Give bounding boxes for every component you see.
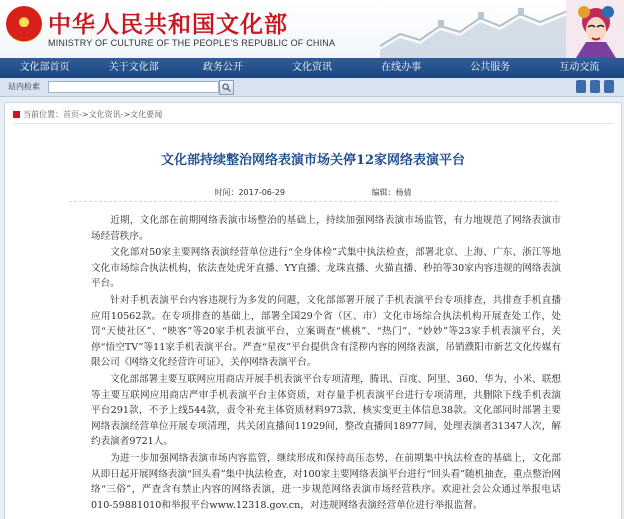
article-paragraph: 文化部部署主要互联网应用商店开展手机表演平台专项清理，腾讯、百度、阿里、360、华为、小米、联想等主要互联网应用商店严审手机表演平台主体资质，对存量手机表演平台进行专项清理，共删除下线手机表演平台291款，不予上线544款，责令补充主体资质材料973款，核实变更主体信息38款。文化部同时部署主要网络表演经营单位开展专项清理，共关闭直播间11929间，整改直播间18977间，处理表演者31347人次，解约表演者9721人。: [91, 373, 561, 448]
nav-item-government-affairs[interactable]: 政务公开: [202, 62, 243, 73]
search-bar: [0, 78, 624, 97]
nav-item-interaction[interactable]: 互动交流: [559, 62, 600, 73]
national-emblem-icon[interactable]: ★: [6, 6, 42, 42]
quick-links: [576, 80, 614, 93]
article-paragraph: 针对手机表演平台内容违规行为多发的问题，文化部部署开展了手机表演平台专项排查，共排查手机直播应用10562款。在专项排查的基础上，部署全国29个省（区、市）文化市场综合执法机构开展查处工作，处罚“天使社区”、“映客”等20家手机表演平台，立案调查“桃桃”、“热门”、“妙妙”等23家手机表演平台，关停“悟空TV”等11家手机表演平台。严查“星夜”平台提供含有淫秽内容的网络表演，吊销濮阳市新艺文化传媒有限公司《网络文化经营许可证》，关停网络表演平台。: [91, 294, 561, 369]
breadcrumb-text[interactable]: 当前位置：首页->文化资讯->文化要闻: [23, 110, 163, 119]
article-paragraph: 近期，文化部在前期网络表演市场整治的基础上，持续加强网络表演市场监管，有力地规范了网络表演市场经营秩序。: [91, 215, 561, 242]
article-body: [91, 213, 561, 514]
nav-item-about[interactable]: 关于文化部: [108, 62, 159, 73]
search-input[interactable]: [48, 81, 219, 93]
quick-link-2[interactable]: [590, 80, 600, 93]
article-meta: [5, 187, 621, 198]
nav-item-public-services[interactable]: 公共服务: [470, 62, 511, 73]
publish-time: 时间：2017-06-29: [214, 188, 285, 197]
meta-divider: [69, 201, 557, 202]
opera-mask-icon: [566, 0, 624, 58]
article-paragraph: 文化部对50家主要网络表演经营单位进行“全身体检”式集中执法检查，部署北京、上海、广东、浙江等地文化市场综合执法机构，依法查处虎牙直播、YY直播、龙珠直播、火猫直播、秒拍等30家内容违规的网络表演平台。: [91, 247, 561, 290]
search-icon: [222, 83, 231, 92]
quick-link-3[interactable]: [604, 80, 614, 93]
quick-link-1[interactable]: [576, 80, 586, 93]
search-button[interactable]: [219, 80, 234, 95]
main-nav: [0, 58, 624, 78]
nav-item-online-services[interactable]: 在线办事: [381, 62, 422, 73]
great-wall-banner-icon: [380, 0, 570, 58]
nav-item-home[interactable]: 文化部首页: [19, 62, 70, 73]
site-subtitle: MINISTRY OF CULTURE OF THE PEOPLE'S REPUBLIC OF CHINA: [48, 38, 336, 48]
article-card: [4, 102, 622, 519]
location-icon: [13, 111, 20, 118]
nav-item-culture-news[interactable]: 文化资讯: [291, 62, 332, 73]
site-title[interactable]: 中华人民共和国文化部: [48, 11, 288, 38]
article-title: 文化部持续整治网络表演市场关停12家网络表演平台: [160, 153, 466, 168]
editor: 编辑：杨倩: [371, 188, 412, 197]
breadcrumb-divider: [13, 123, 613, 124]
search-label: 站内检索: [8, 82, 40, 91]
breadcrumb: [13, 109, 162, 120]
site-header: [0, 0, 624, 58]
article-paragraph: 为进一步加强网络表演市场内容监管，继续形成和保持高压态势，在前期集中执法检查的基础上，文化部从即日起开展网络表演“回头看”集中执法检查，对100家主要网络表演平台进行“回头看”随机抽查，重点整治网络“三俗”，严查含有禁止内容的网络表演，进一步规范网络表演市场经营秩序。欢迎社会公众通过举报电话010-59881010和举报平台www.12318.gov.cn，对违规网络表演经营单位进行举报监督。: [91, 452, 561, 511]
